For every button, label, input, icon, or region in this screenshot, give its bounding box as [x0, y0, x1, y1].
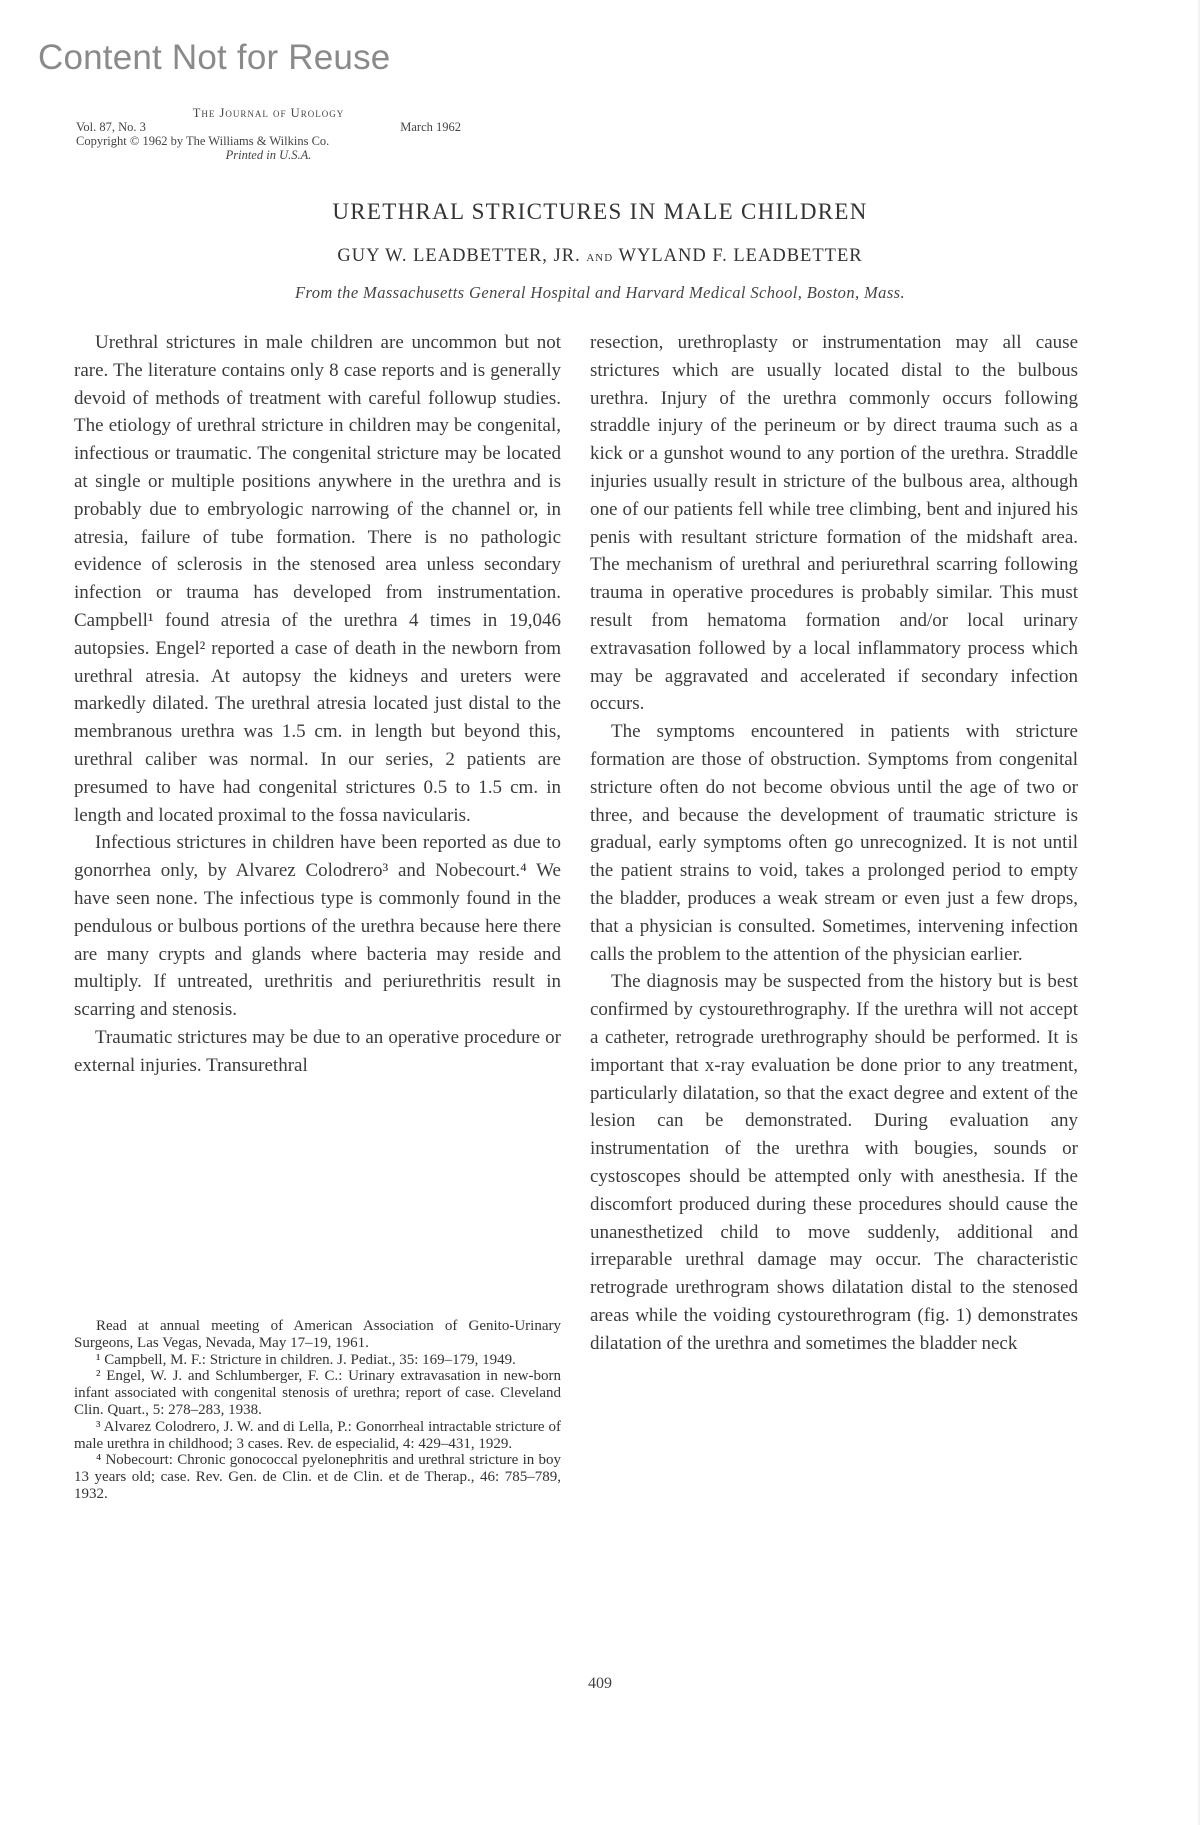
author-line: [0, 246, 1200, 267]
journal-name: The Journal of Urology: [192, 106, 345, 120]
volume-row: [76, 120, 461, 134]
footnote-1: ¹ Campbell, M. F.: Stricture in children. J. Pediat., 35: 169–179, 1949.: [96, 1351, 516, 1368]
body-paragraph: Traumatic strictures may be due to an operative procedure or external injuries. Transurethral: [74, 1026, 561, 1076]
author-first: GUY W. LEADBETTER, JR.: [337, 246, 581, 266]
affiliation: From the Massachusetts General Hospital and Harvard Medical School, Boston, Mass.: [295, 283, 905, 302]
author-second: WYLAND F. LEADBETTER: [618, 246, 863, 266]
page-number: 409: [588, 1675, 612, 1692]
body-paragraph: resection, urethroplasty or instrumentation may all cause strictures which are usually located distal to the bulbous urethra. Injury of the urethra commonly occurs following straddle injury of the perineum or by direct trauma such as a kick or a gunshot wound to any portion of the urethra. Straddle injuries usually result in stricture of the bulbous area, although one of our patients fell while tree climbing, bent and injured his penis with resultant stricture formation of the midshaft area. The mechanism of urethral and periurethral scarring following trauma in operative procedures is probably similar. This must result from hematoma formation and/or local urinary extravasation followed by a local inflammatory process which may be aggravated and accelerated if secondary infection occurs.: [590, 332, 1078, 715]
issue-date: March 1962: [400, 120, 461, 134]
author-conjunction: and: [586, 248, 614, 265]
body-paragraph: The diagnosis may be suspected from the history but is best confirmed by cystourethrography. If the urethra will not accept a catheter, retrograde urethrography should be performed. It is important that x-ray evaluation be done prior to any treatment, particularly dilatation, so that the exact degree and extent of the lesion can be demonstrated. During evaluation any instrumentation of the urethra with bougies, sounds or cystoscopes should be attempted only with anesthesia. If the discomfort produced during these procedures should cause the unanesthetized child to move suddenly, additional and irreparable urethral damage may occur. The characteristic retrograde urethrogram shows dilatation distal to the stenosed areas while the voiding cystourethrogram (fig. 1) demonstrates dilatation of the urethra and sometimes the bladder neck: [590, 971, 1078, 1354]
footnote-4: ⁴ Nobecourt: Chronic gonococcal pyelonephritis and urethral stricture in boy 13 years old; case. Rev. Gen. de Clin. et de Clin. et de Therap., 46: 785–789, 1932.: [74, 1452, 561, 1502]
right-column: [590, 329, 1078, 1357]
journal-masthead: [76, 106, 461, 162]
article-title: URETHRAL STRICTURES IN MALE CHILDREN: [332, 199, 868, 224]
left-column: [74, 329, 561, 1080]
footnote-2: ² Engel, W. J. and Schlumberger, F. C.: Urinary extravasation in new-born infant associated with congenital stenosis of urethra; report of case. Cleveland Clin. Quart., 5: 278–283, 1938.: [74, 1368, 561, 1418]
watermark: Content Not for Reuse: [38, 38, 391, 77]
copyright-line: Copyright © 1962 by The Williams & Wilkins Co.: [76, 134, 330, 148]
footnotes: [74, 1318, 561, 1503]
body-paragraph: Urethral strictures in male children are uncommon but not rare. The literature contains only 8 case reports and is generally devoid of methods of treatment with careful followup studies. The etiology of urethral stricture in children may be congenital, infectious or traumatic. The congenital stricture may be located at single or multiple positions anywhere in the urethra and is probably due to embryologic narrowing of the channel or, in atresia, failure of tube formation. There is no pathologic evidence of sclerosis in the stenosed area unless secondary infection or trauma has developed from instrumentation. Campbell¹ found atresia of the urethra 4 times in 19,046 autopsies. Engel² reported a case of death in the newborn from urethral atresia. At autopsy the kidneys and ureters were markedly dilated. The urethral atresia located just distal to the membranous urethra was 1.5 cm. in length but beyond this, urethral caliber was normal. In our series, 2 patients are presumed to have had congenital strictures 0.5 to 1.5 cm. in length and located proximal to the fossa navicularis.: [74, 332, 561, 826]
printed-line: Printed in U.S.A.: [225, 148, 312, 162]
footnote-3: ³ Alvarez Colodrero, J. W. and di Lella, P.: Gonorrheal intractable stricture of male urethra in childhood; 3 cases. Rev. de especialid, 4: 429–431, 1929.: [74, 1418, 561, 1452]
footnote-meeting: Read at annual meeting of American Association of Genito-Urinary Surgeons, Las Vegas, Nevada, May 17–19, 1961.: [74, 1318, 561, 1351]
body-paragraph: Infectious strictures in children have been reported as due to gonorrhea only, by Alvarez Colodrero³ and Nobecourt.⁴ We have seen none. The infectious type is commonly found in the pendulous or bulbous portions of the urethra because here there are many crypts and glands where bacteria may reside and multiply. If untreated, urethritis and periurethritis result in scarring and stenosis.: [74, 832, 561, 1021]
body-paragraph: The symptoms encountered in patients with stricture formation are those of obstruction. Symptoms from congenital stricture often do not become obvious until the age of two or three, and because the development of traumatic stricture is gradual, early symptoms often go unrecognized. It is not until the patient strains to void, takes a prolonged period to empty the bladder, produces a weak stream or even just a few drops, that a physician is consulted. Sometimes, intervening infection calls the problem to the attention of the physician earlier.: [590, 721, 1078, 965]
volume-number: Vol. 87, No. 3: [76, 120, 146, 134]
